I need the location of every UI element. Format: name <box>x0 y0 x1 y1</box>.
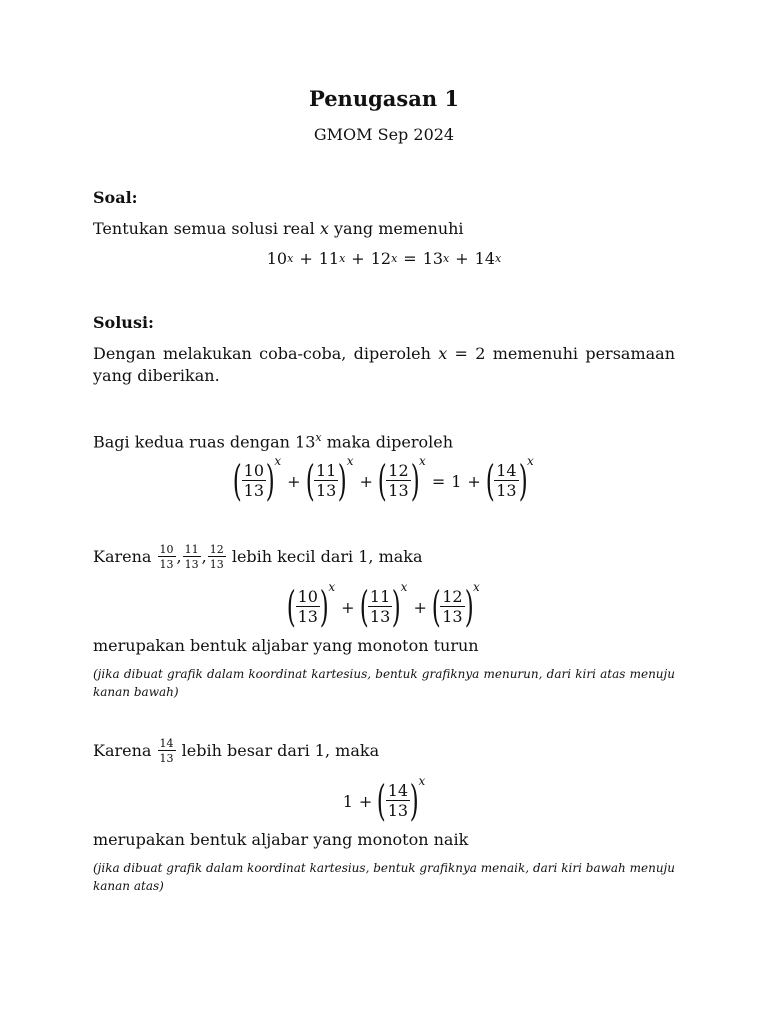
solusi-heading: Solusi: <box>93 313 154 332</box>
soal-text: Tentukan semua solusi real x yang memenuhi <box>93 219 464 238</box>
increasing-expression: 1 + ( $\frac{14}{13}$ ) $^x$ <box>342 774 426 825</box>
karena-kecil-text: Karena $\frac{10}{13}$ , $\frac{11}{13}$ , $\frac{12}{13}$ lebih kecil dari 1, maka <box>93 543 423 571</box>
soal-heading: Soal: <box>93 188 138 207</box>
monoton-turun-text: merupakan bentuk aljabar yang monoton turun <box>93 636 479 655</box>
main-equation: 10 x + 11 x + 12 x = 13 x + 14 x <box>266 249 502 268</box>
divided-equation: ( $\frac{10}{13}$ ) $^x$ + ( $\frac{11}{13}$ ) $^x$ + ( $\frac{12}{13}$ ) $^x$ = 1 + ( $\frac{14}{13}$ ) $^x$ <box>232 454 534 505</box>
note-naik: (jika dibuat grafik dalam koordinat kartesius, bentuk grafiknya menaik, dari kiri bawah menuju kanan atas) <box>93 861 675 893</box>
decreasing-expression: ( $\frac{10}{13}$ ) $^x$ + ( $\frac{11}{13}$ ) $^x$ + ( $\frac{12}{13}$ ) $^x$ <box>286 580 480 631</box>
note-turun: (jika dibuat grafik dalam koordinat kartesius, bentuk grafiknya menurun, dari kiri atas menuju kanan bawah) <box>93 667 675 699</box>
page-subtitle: GMOM Sep 2024 <box>313 125 455 144</box>
solusi-text: Dengan melakukan coba-coba, diperoleh x = 2 memenuhi persamaan yang diberikan. <box>93 344 675 385</box>
page-title: Penugasan 1 <box>308 86 460 111</box>
bagi-text: Bagi kedua ruas dengan 13$^x$ maka diperoleh <box>93 431 454 452</box>
karena-besar-text: Karena $\frac{14}{13}$ lebih besar dari 1, maka <box>93 737 380 765</box>
monoton-naik-text: merupakan bentuk aljabar yang monoton naik <box>93 830 469 849</box>
